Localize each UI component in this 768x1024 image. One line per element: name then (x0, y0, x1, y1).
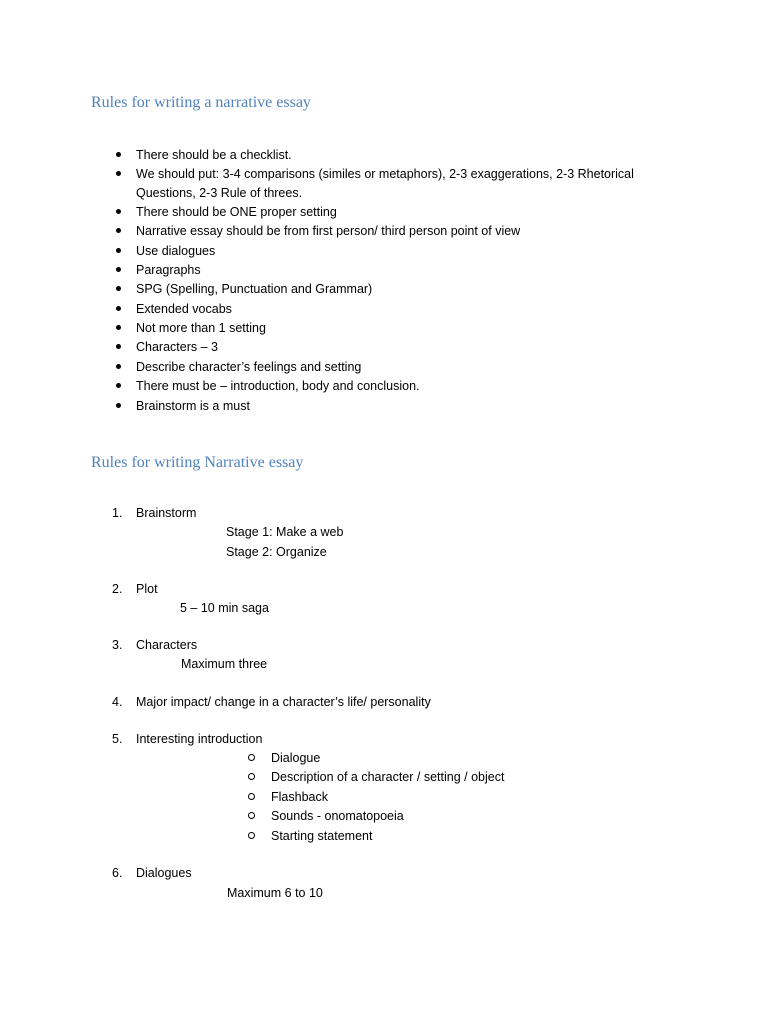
list-item-label: Dialogues (136, 866, 192, 880)
bullet-item: There should be ONE proper setting (136, 205, 337, 219)
list-item-label: Major impact/ change in a character’s life/ personality (136, 695, 431, 709)
section-1-heading: Rules for writing a narrative essay (91, 94, 311, 111)
sub-list-item: Sounds - onomatopoeia (271, 809, 404, 823)
bullet-item: There should be a checklist. (136, 148, 292, 162)
bullet-icon (116, 209, 121, 214)
bullet-icon (116, 248, 121, 253)
bullet-item: Describe character’s feelings and setting (136, 360, 362, 374)
bullet-item: Not more than 1 setting (136, 321, 266, 335)
bullet-item: SPG (Spelling, Punctuation and Grammar) (136, 282, 373, 296)
list-number: 5. (112, 732, 123, 746)
section-2-heading: Rules for writing Narrative essay (91, 454, 304, 471)
sub-list-item: Starting statement (271, 829, 373, 843)
bullet-item: There must be – introduction, body and conclusion. (136, 379, 420, 393)
list-number: 2. (112, 582, 123, 596)
sub-list-item: Dialogue (271, 751, 321, 765)
bullet-item-continuation: Questions, 2-3 Rule of threes. (136, 186, 303, 200)
bullet-icon (116, 228, 121, 233)
circle-bullet-icon (248, 832, 255, 839)
bullet-icon (116, 383, 121, 388)
bullet-item: Brainstorm is a must (136, 399, 250, 413)
bullet-icon (116, 171, 121, 176)
bullet-icon (116, 267, 121, 272)
bullet-icon (116, 344, 121, 349)
list-item-label: Brainstorm (136, 506, 197, 520)
list-item-label: Interesting introduction (136, 732, 263, 746)
list-item-detail: Stage 2: Organize (226, 545, 327, 559)
bullet-icon (116, 325, 121, 330)
sub-list-item: Description of a character / setting / object (271, 770, 505, 784)
circle-bullet-icon (248, 812, 255, 819)
circle-bullet-icon (248, 773, 255, 780)
bullet-item: Paragraphs (136, 263, 201, 277)
bullet-item: Extended vocabs (136, 302, 232, 316)
list-number: 1. (112, 506, 123, 520)
list-item-label: Characters (136, 638, 198, 652)
list-item-detail: Stage 1: Make a web (226, 525, 344, 539)
bullet-item: Characters – 3 (136, 340, 218, 354)
circle-bullet-icon (248, 754, 255, 761)
bullet-icon (116, 364, 121, 369)
bullet-item: Narrative essay should be from first person/ third person point of view (136, 224, 521, 238)
list-item-detail: Maximum three (181, 657, 268, 671)
list-number: 4. (112, 695, 123, 709)
sub-list-item: Flashback (271, 790, 328, 804)
bullet-icon (116, 286, 121, 291)
list-item-label: Plot (136, 582, 158, 596)
bullet-icon (116, 152, 121, 157)
list-item-detail: 5 – 10 min saga (180, 601, 269, 615)
bullet-icon (116, 306, 121, 311)
list-number: 3. (112, 638, 123, 652)
bullet-item: Use dialogues (136, 244, 216, 258)
bullet-item: We should put: 3-4 comparisons (similes or metaphors), 2-3 exaggerations, 2-3 Rhetorical (136, 167, 634, 181)
list-number: 6. (112, 866, 123, 880)
bullet-icon (116, 403, 121, 408)
list-item-detail: Maximum 6 to 10 (227, 886, 323, 900)
circle-bullet-icon (248, 793, 255, 800)
